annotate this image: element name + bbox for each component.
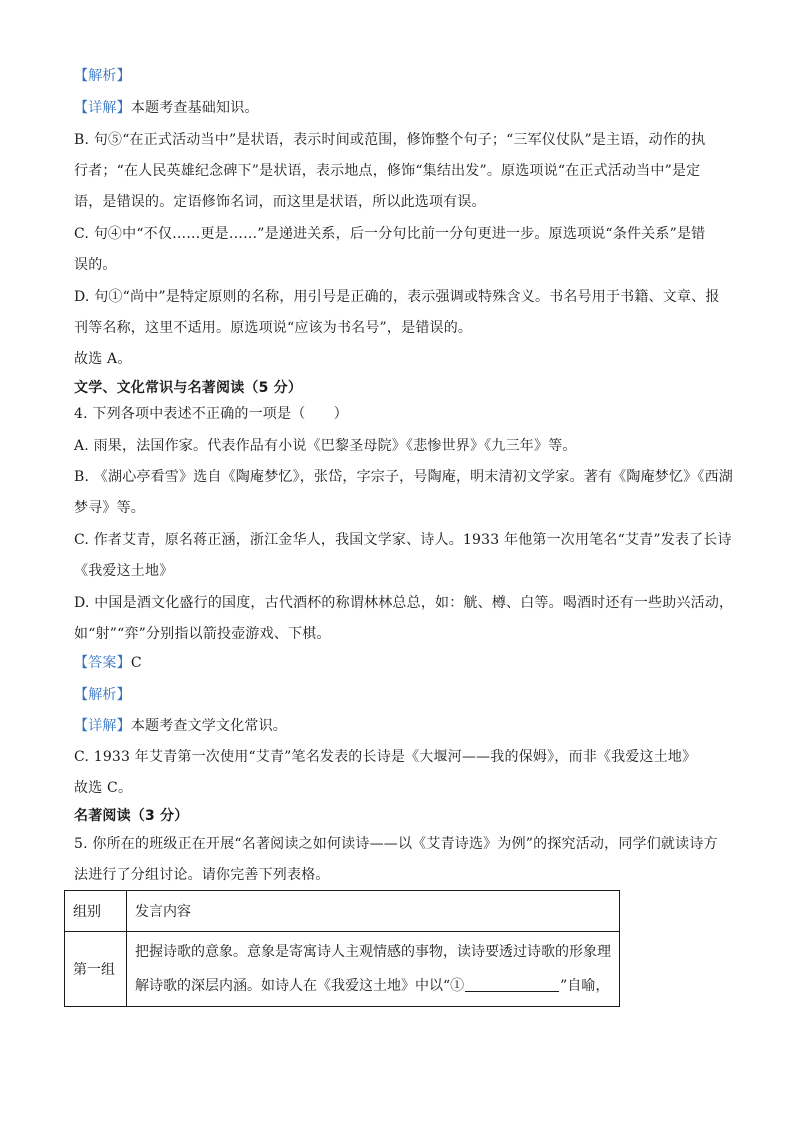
row-content-line-2 (135, 969, 611, 1003)
row-content-line-2-text: 解诗歌的深层内涵。如诗人在《我爱这土地》中以“① (135, 978, 465, 994)
answer-line (74, 653, 724, 673)
analysis-label: 【解析】 (74, 68, 131, 84)
row-group-label: 第一组 (65, 932, 127, 1007)
conclusion-c: 故选 C。 (74, 780, 133, 796)
answer-blank-1[interactable] (465, 977, 559, 992)
question-5-line-2: 法进行了分组讨论。请你完善下列表格。 (74, 867, 330, 883)
answer-label: 【答案】 (74, 655, 131, 671)
question-4-option-b-line-1: B. 《湖心亭看雪》选自《陶庵梦忆》，张岱，字宗子，号陶庵，明末清初文学家。著有《陶庵梦忆》《西湖 (74, 469, 733, 485)
option-b-explain-line-3: 语，是错误的。定语修饰名词，而这里是状语，所以此选项有误。 (74, 194, 486, 210)
option-c-explain-line-1: C. 句④中“不仅……更是……”是递进关系，后一分句比前一分句更进一步。原选项说“条件关系”是错 (74, 226, 706, 242)
question-4-option-a: A. 雨果，法国作家。代表作品有小说《巴黎圣母院》《悲惨世界》《九三年》等。 (74, 438, 577, 454)
row-content (127, 932, 620, 1007)
section-heading-classics: 名著阅读（3 分） (74, 808, 189, 824)
question-4-explain: C. 1933 年艾青第一次使用“艾青”笔名发表的长诗是《大堰河——我的保姆》，而非《我爱这土地》 (74, 749, 697, 765)
option-b-explain-line-1: B. 句⑤“在正式活动当中”是状语，表示时间或范围，修饰整个句子；“三军仪仗队”是主语，动作的执 (74, 132, 706, 148)
detail-line-q4 (74, 716, 724, 736)
header-content: 发言内容 (127, 891, 620, 932)
option-c-explain-line-2: 误的。 (74, 257, 117, 273)
detail-text-q4: 本题考查文学文化常识。 (130, 718, 288, 734)
header-group: 组别 (65, 891, 127, 932)
question-4-stem: 4. 下列各项中表述不正确的一项是（ ） (74, 406, 349, 422)
row-content-line-2-tail: ”自喻， (560, 978, 610, 994)
question-4-option-d-line-1: D. 中国是酒文化盛行的国度，古代酒杯的称谓林林总总，如：觥、樽、白等。喝酒时还有一些助兴活动， (74, 595, 734, 611)
question-4-option-d-line-2: 如“射”“弈”分别指以箭投壶游戏、下棋。 (74, 626, 331, 642)
detail-label-q4: 【详解】 (74, 718, 131, 734)
detail-text: 本题考查基础知识。 (130, 100, 259, 116)
question-4-option-c-line-1: C. 作者艾青，原名蒋正涵，浙江金华人，我国文学家、诗人。1933 年他第一次用笔名“艾青”发表了长诗 (74, 532, 732, 548)
discussion-table (64, 890, 620, 1007)
detail-label: 【详解】 (74, 100, 131, 116)
question-4-option-b-line-2: 梦寻》等。 (74, 500, 145, 516)
row-content-line-1: 把握诗歌的意象。意象是寄寓诗人主观情感的事物，读诗要透过诗歌的形象理 (135, 944, 611, 960)
answer-value: C (130, 655, 142, 671)
option-d-explain-line-1: D. 句①“尚中”是特定原则的名称，用引号是正确的，表示强调或特殊含义。书名号用于书籍、文章、报 (74, 289, 720, 305)
section-heading-literature: 文学、文化常识与名著阅读（5 分） (74, 380, 303, 396)
option-d-explain-line-2: 刊等名称，这里不适用。原选项说“应该为书名号”，是错误的。 (74, 320, 473, 336)
question-5-line-1: 5. 你所在的班级正在开展“名著阅读之如何读诗——以《艾青诗选》为例”的探究活动，同学们就读诗方 (74, 836, 718, 852)
detail-line (74, 98, 724, 118)
table-row (65, 932, 620, 1007)
conclusion-a: 故选 A。 (74, 351, 132, 367)
question-4-option-c-line-2: 《我爱这土地》 (74, 563, 174, 579)
table-header-row (65, 891, 620, 932)
analysis-label-q4: 【解析】 (74, 687, 131, 703)
option-b-explain-line-2: 行者；“在人民英雄纪念碑下”是状语，表示地点，修饰“集结出发”。原选项说“在正式活动当中”是定 (74, 163, 701, 179)
